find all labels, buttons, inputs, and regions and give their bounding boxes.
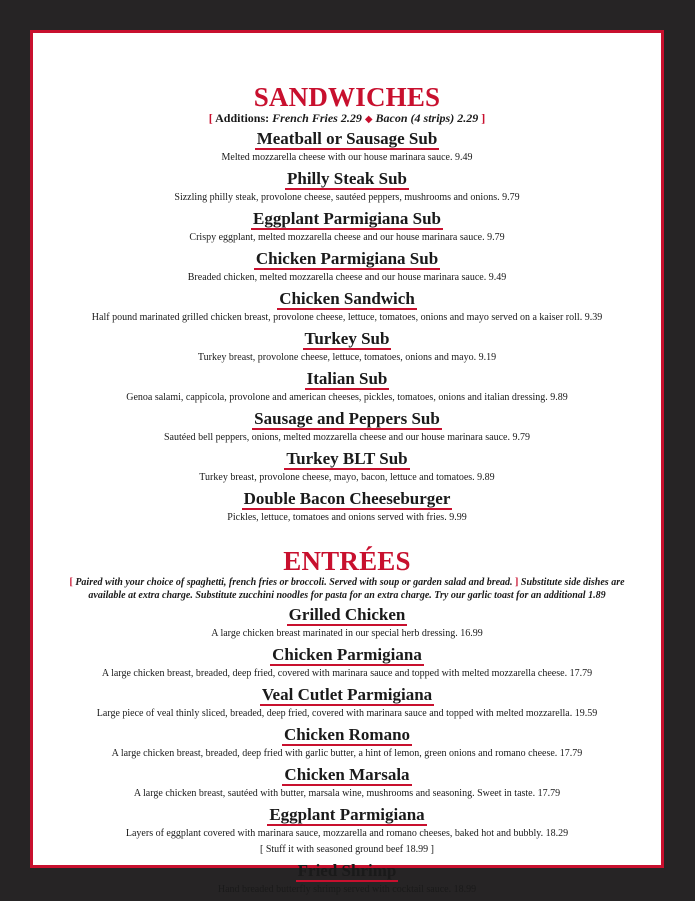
menu-item (33, 409, 661, 445)
item-extra-option: [ Stuff it with seasoned ground beef 18.99 ] (260, 844, 434, 855)
menu-item (33, 169, 661, 205)
menu-item (33, 289, 661, 325)
item-name: Grilled Chicken (288, 605, 406, 624)
entrees-section (33, 547, 661, 897)
sandwich-list (33, 129, 661, 525)
menu-item (33, 129, 661, 165)
item-description: A large chicken breast marinated in our special herb dressing. 16.99 (211, 628, 483, 639)
item-name: Turkey Sub (304, 329, 390, 348)
menu-item (33, 685, 661, 721)
item-name: Turkey BLT Sub (286, 449, 408, 468)
menu-item (33, 725, 661, 761)
note-text-2: Substitute side dishes are available at extra charge. Substitute zucchini noodles for pasta for an extra charge. Try our garlic toast for an additional 1.89 (88, 577, 625, 601)
menu-item (33, 861, 661, 897)
item-name: Philly Steak Sub (287, 169, 407, 188)
entrees-note (51, 576, 643, 602)
note-close-bracket: ] (515, 577, 519, 588)
item-name: Sausage and Peppers Sub (254, 409, 440, 428)
menu-item (33, 645, 661, 681)
item-description: A large chicken breast, breaded, deep fried, covered with marinara sauce and topped with melted mozzarella cheese. 17.79 (101, 668, 593, 679)
item-description: A large chicken breast, breaded, deep fried with garlic butter, a hint of lemon, green onions and romano cheese. 17.79 (111, 748, 583, 759)
item-description: Hand breaded butterfly shrimp served with cocktail sauce. 18.99 (217, 884, 477, 895)
menu-item (33, 765, 661, 801)
item-description: Melted mozzarella cheese with our house marinara sauce. 9.49 (221, 152, 473, 163)
item-name: Fried Shrimp (297, 861, 397, 880)
menu-item (33, 249, 661, 285)
item-name: Chicken Marsala (284, 765, 410, 784)
note-open-bracket: [ (69, 577, 73, 588)
entree-list (33, 605, 661, 897)
item-description: Sautéed bell peppers, onions, melted mozzarella cheese and our house marinara sauce. 9.79 (164, 432, 530, 443)
menu-item (33, 369, 661, 405)
additions-line (33, 111, 661, 127)
sandwiches-section (33, 83, 661, 525)
note-text: Paired with your choice of spaghetti, french fries or broccoli. Served with soup or garden salad and bread. (75, 577, 513, 588)
item-description: A large chicken breast, sautéed with butter, marsala wine, mushrooms and seasoning. Sweet in taste. 17.79 (133, 788, 561, 799)
menu-item (33, 449, 661, 485)
item-description: Layers of eggplant covered with marinara sauce, mozzarella and romano cheeses, baked hot and bubbly. 18.29 (125, 828, 569, 839)
item-description: Breaded chicken, melted mozzarella cheese and our house marinara sauce. 9.49 (187, 272, 507, 283)
item-name: Double Bacon Cheeseburger (243, 489, 451, 508)
menu-item (33, 805, 661, 856)
item-name: Eggplant Parmigiana (269, 805, 425, 824)
menu-item (33, 209, 661, 245)
item-description: Pickles, lettuce, tomatoes and onions served with fries. 9.99 (227, 512, 467, 523)
item-name: Chicken Sandwich (279, 289, 415, 308)
item-description: Large piece of veal thinly sliced, breaded, deep fried, covered with marinara sauce and topped with melted mozzarella. 19.59 (96, 708, 598, 719)
item-description: Crispy eggplant, melted mozzarella cheese and our house marinara sauce. 9.79 (189, 232, 505, 243)
additions-bacon: Bacon (4 strips) 2.29 (375, 111, 479, 125)
item-description: Genoa salami, cappicola, provolone and american cheeses, pickles, tomatoes, onions and italian dressing. 9.89 (126, 392, 568, 403)
additions-label: Additions: (215, 111, 270, 125)
item-name: Chicken Parmigiana Sub (255, 249, 439, 268)
item-description: Half pound marinated grilled chicken breast, provolone cheese, lettuce, tomatoes, onions and mayo served on a kaiser roll. 9.39 (91, 312, 603, 323)
menu-page (30, 30, 664, 895)
item-description: Sizzling philly steak, provolone cheese, sautéed peppers, mushrooms and onions. 9.79 (174, 192, 520, 203)
item-name: Meatball or Sausage Sub (256, 129, 438, 148)
menu-item (33, 329, 661, 365)
item-name: Chicken Romano (283, 725, 411, 744)
section-title-entrees: ENTRÉES (283, 546, 411, 576)
item-description: Turkey breast, provolone cheese, lettuce, tomatoes, onions and mayo. 9.19 (197, 352, 497, 363)
additions-open-bracket: [ (208, 111, 213, 125)
item-name: Chicken Parmigiana (272, 645, 422, 664)
section-title-sandwiches: SANDWICHES (253, 82, 441, 112)
menu-content (33, 83, 661, 901)
diamond-icon: ◆ (364, 114, 373, 125)
item-name: Italian Sub (306, 369, 388, 388)
menu-item (33, 605, 661, 641)
additions-fries: French Fries 2.29 (272, 111, 362, 125)
additions-close-bracket: ] (481, 111, 486, 125)
item-name: Veal Cutlet Parmigiana (261, 685, 433, 704)
item-description: Turkey breast, provolone cheese, mayo, bacon, lettuce and tomatoes. 9.89 (199, 472, 495, 483)
menu-item (33, 489, 661, 525)
item-name: Eggplant Parmigiana Sub (253, 209, 441, 228)
